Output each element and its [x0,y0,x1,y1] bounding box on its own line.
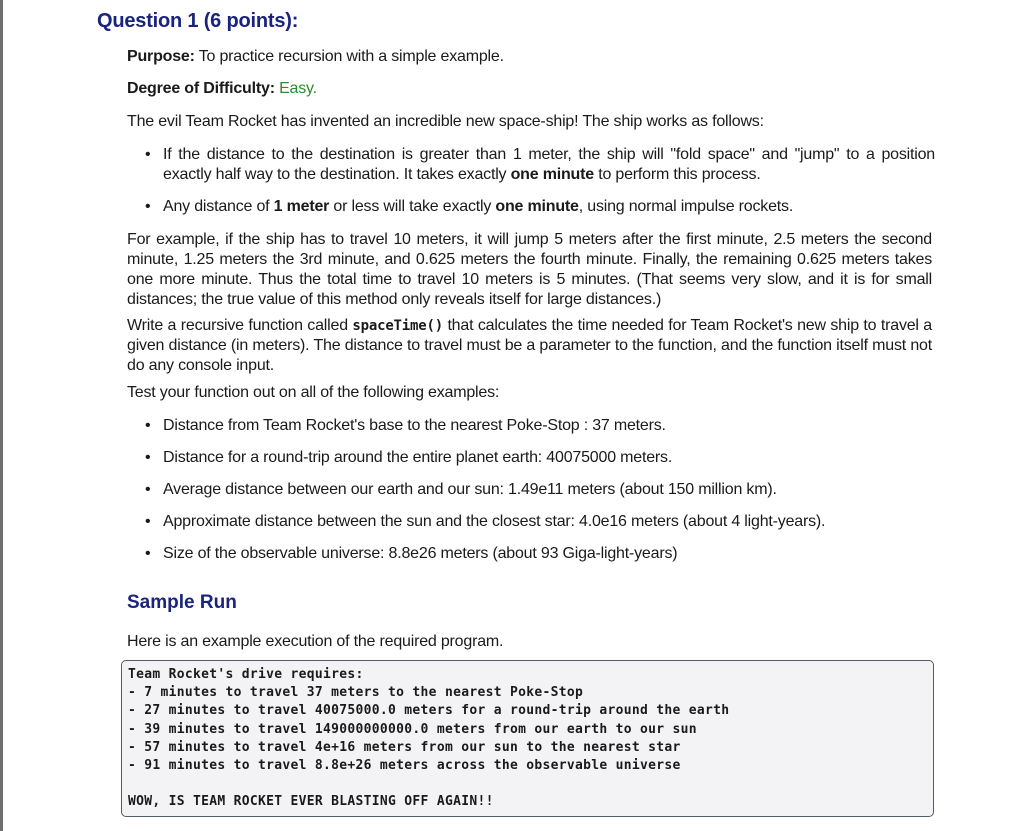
example-item: • Distance for a round-trip around the entire planet earth: 40075000 meters. [145,448,935,468]
output-line: - 27 minutes to travel 40075000.0 meters for a round-trip around the earth [128,703,730,719]
rules-list-2 [145,197,935,217]
sample-run-intro: Here is an example execution of the required program. [127,633,504,650]
output-final-line: WOW, IS TEAM ROCKET EVER BLASTING OFF AGAIN!! [128,794,494,810]
rule2-bold-2: one minute [495,198,579,215]
rule2-text-c: , using normal impulse rockets. [578,198,794,215]
output-line: - 39 minutes to travel 149000000000.0 meters from our earth to our sun [128,721,697,737]
rules-list [145,145,935,185]
task-text-b: that calculates the time needed for Team Rocket's new ship to travel a given distance (in meters). The distance to travel must be a parameter to the function, and the function itself must not do any console input. [127,317,932,374]
function-name-code: spaceTime() [352,318,443,334]
rule1-text-b: to perform this process. [593,166,761,183]
difficulty-value: Easy. [279,80,317,97]
example-item: • Average distance between our earth and our sun: 1.49e11 meters (about 150 million km). [145,480,935,500]
rule2-bold-1: 1 meter [273,198,330,215]
rule2-text-b: or less will take exactly [329,198,496,215]
sample-run-heading: Sample Run [127,592,237,613]
output-line: - 57 minutes to travel 4e+16 meters from our sun to the nearest star [128,739,681,755]
test-intro: Test your function out on all of the following examples: [127,384,500,401]
intro-paragraph: The evil Team Rocket has invented an incredible new space-ship! The ship works as follows: [127,113,764,130]
example-item: • Distance from Team Rocket's base to the nearest Poke-Stop : 37 meters. [145,416,935,436]
rule1-text-a: If the distance to the destination is greater than 1 meter, the ship will "fold space" and "jump" to a position exactly half way to the destination. It takes exactly [163,146,935,183]
example-item: • Approximate distance between the sun and the closest star: 4.0e16 meters (about 4 light-years). [145,512,935,532]
purpose-line [127,47,932,67]
task-text-a: Write a recursive function called [127,317,353,334]
rule-item-impulse [145,197,935,217]
output-blank-line [128,775,933,793]
example-item: • Size of the observable universe: 8.8e26 meters (about 93 Giga-light-years) [145,544,935,564]
purpose-text: To practice recursion with a simple example. [198,48,504,65]
rule2-text-a: Any distance of [163,198,274,215]
output-line: - 7 minutes to travel 37 meters to the nearest Poke-Stop [128,685,584,701]
purpose-label: Purpose: [127,48,195,65]
output-line: Team Rocket's drive requires: [128,667,364,682]
difficulty-line [127,79,932,99]
example-paragraph: For example, if the ship has to travel 10 meters, it will jump 5 meters after the first minute, 2.5 meters the second minute, 1.25 meters the 3rd minute, and 0.625 meters the fourth minute. Finally, the remaining 0.625 meters takes one more minute. Thus the total time to travel 10 meters is 5 minutes. (That seems very slow, and it is for small distances; the true value of this method only reveals itself for large distances.) [127,231,932,308]
rule1-bold: one minute [510,166,594,183]
examples-list [145,416,935,564]
task-paragraph [127,316,932,376]
rule-item-fold-space [145,145,935,185]
question-title: Question 1 (6 points): [97,10,299,32]
sample-output-box [121,660,934,817]
difficulty-label: Degree of Difficulty: [127,80,275,97]
output-line: - 91 minutes to travel 8.8e+26 meters across the observable universe [128,758,681,774]
